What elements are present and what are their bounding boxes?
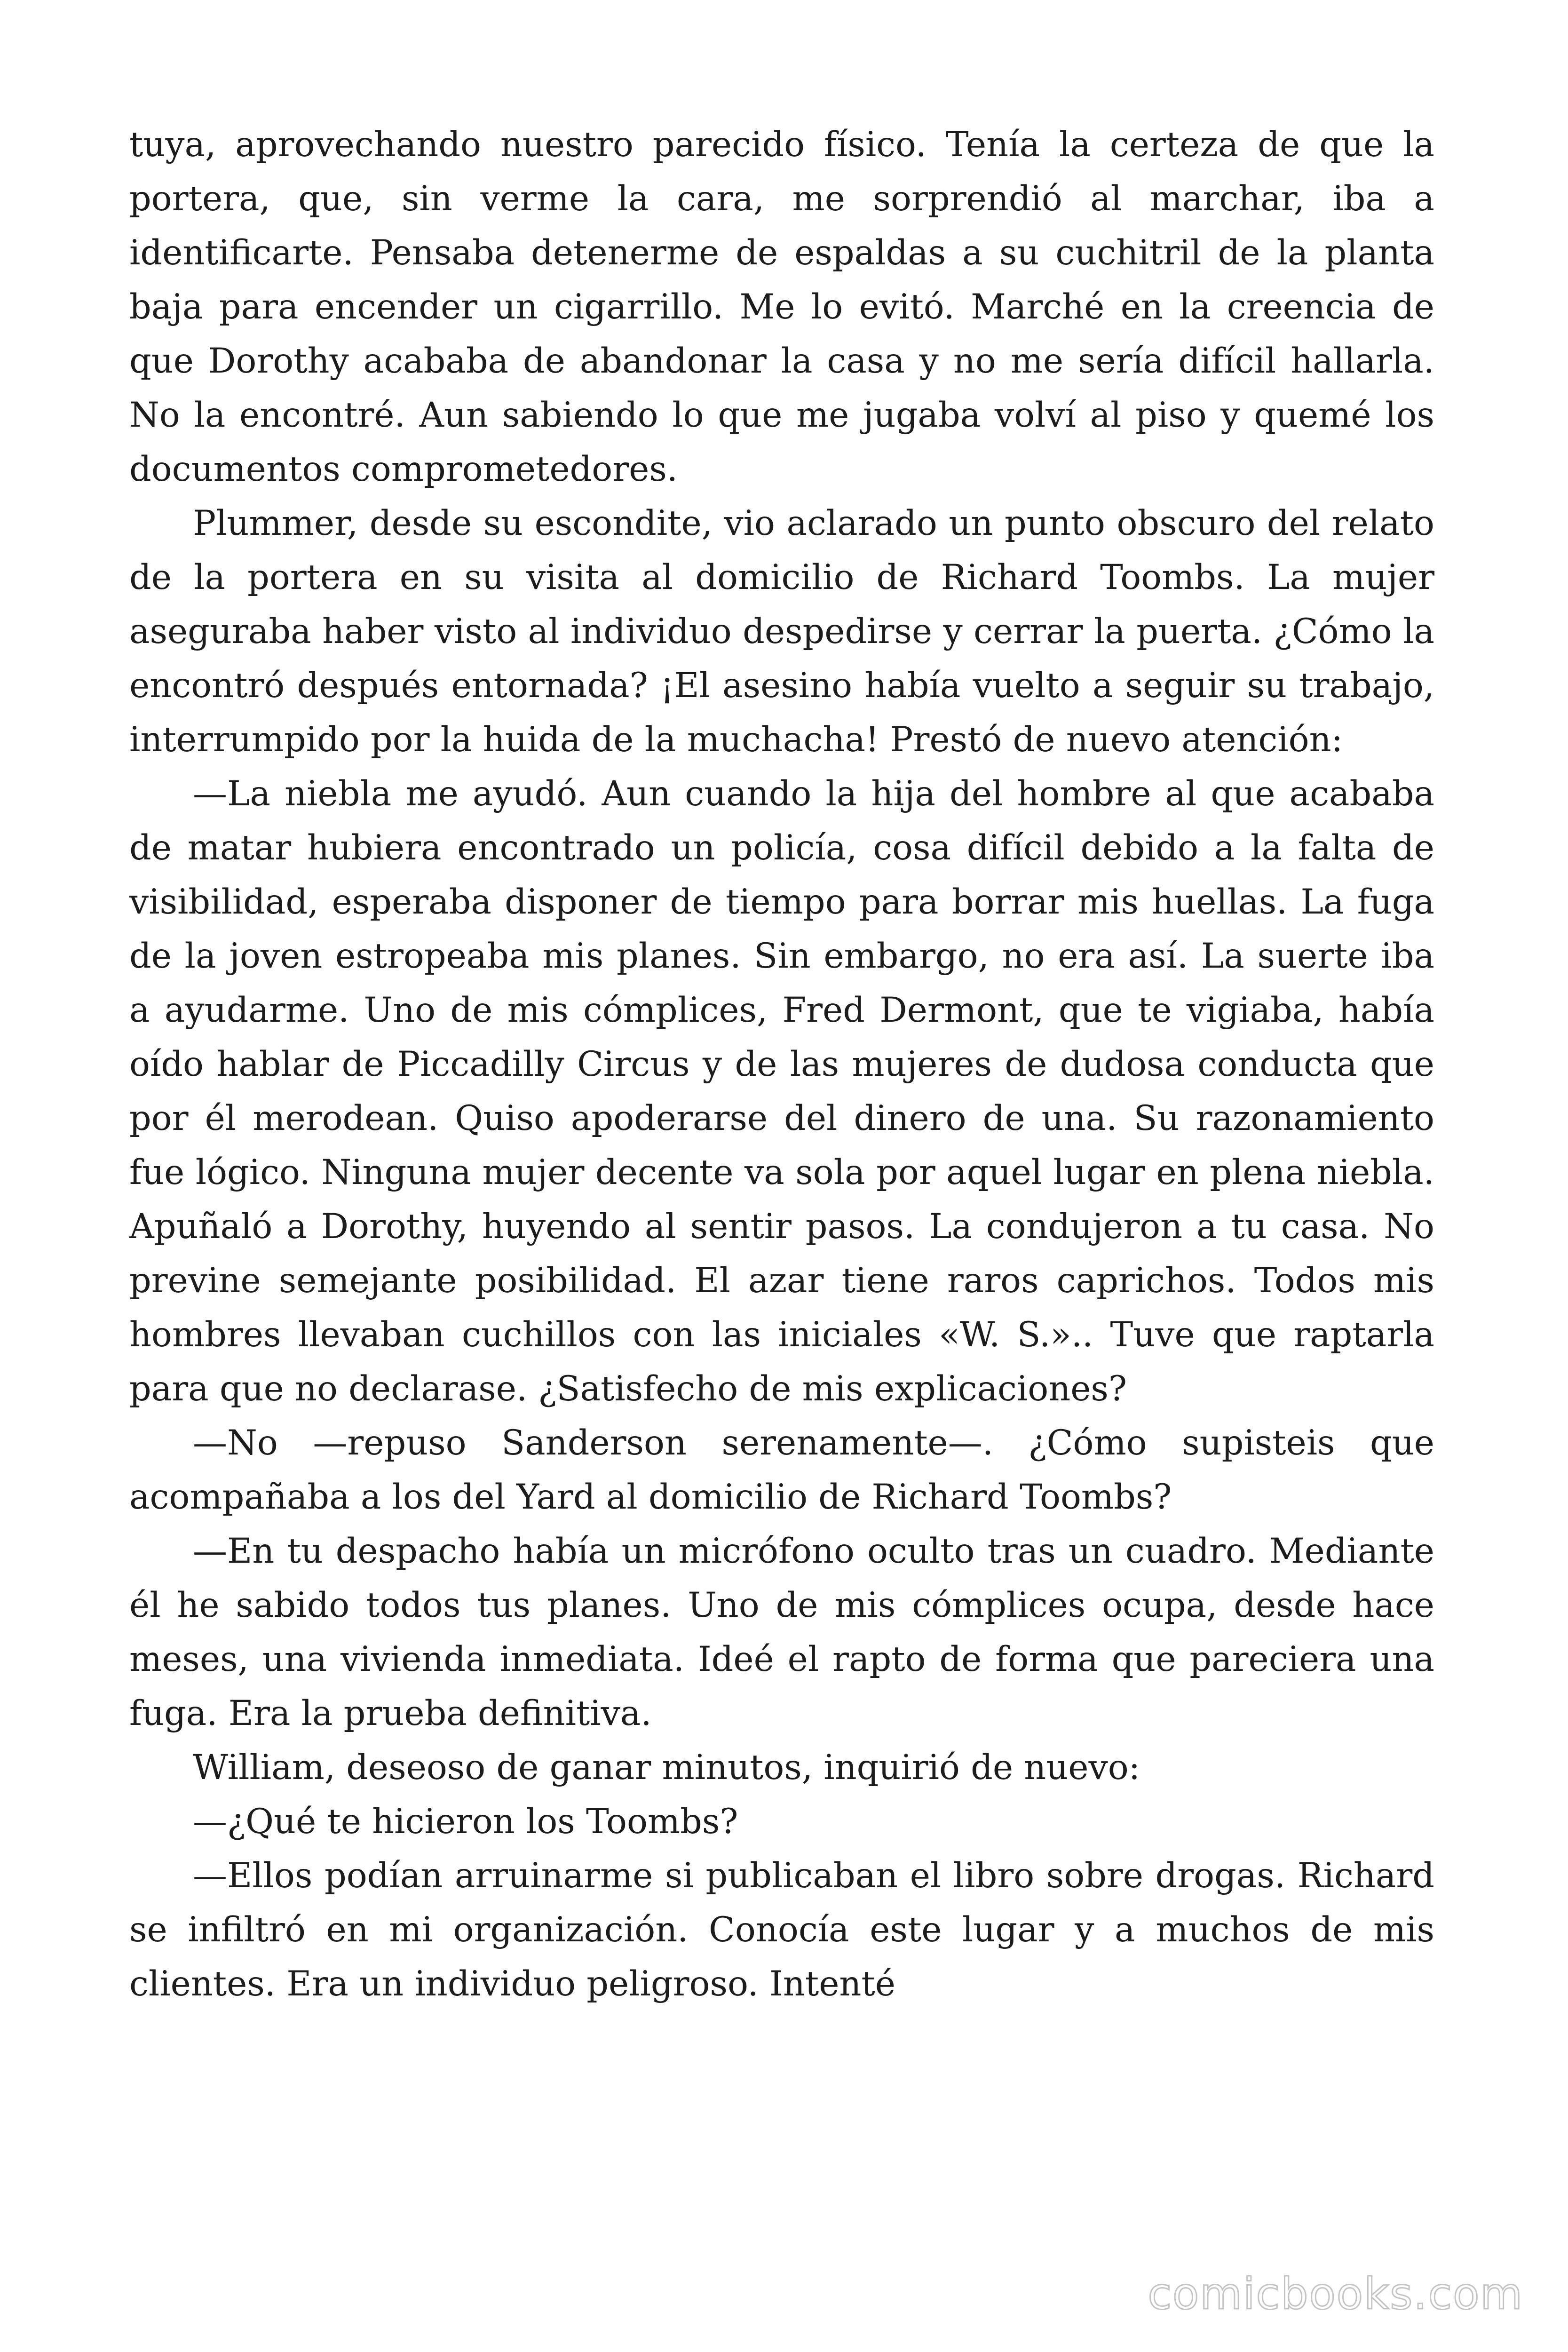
paragraph-5: —En tu despacho había un micrófono oculto tras un cuadro. Mediante él he sabido todos tus planes. Uno de mis cómplices ocupa, desde hace meses, una vivienda inmediata. Ideé el rapto de forma que pareciera una fuga. Era la prueba definitiva. (129, 1531, 1434, 1733)
paragraph-2: Plummer, desde su escondite, vio aclarado un punto obscuro del relato de la portera en su visita al domicilio de Richard Toombs. La mujer aseguraba haber visto al individuo despedirse y cerrar la puerta. ¿Cómo la encontró después entornada? ¡El asesino había vuelto a seguir su trabajo, interrumpido por la huida de la muchacha! Prestó de nuevo atención: (129, 503, 1434, 760)
paragraph-7: —¿Qué te hicieron los Toombs? (193, 1802, 738, 1842)
paragraph-3: —La niebla me ayudó. Aun cuando la hija del hombre al que acababa de matar hubiera encontrado un policía, cosa difícil debido a la falta de visibilidad, esperaba disponer de tiempo para borrar mis huellas. La fuga de la joven estropeaba mis planes. Sin embargo, no era así. La suerte iba a ayudarme. Uno de mis cómplices, Fred Dermont, que te vigiaba, había oído hablar de Piccadilly Circus y de las mujeres de dudosa conducta que por él merodean. Quiso apoderarse del dinero de una. Su razonamiento fue lógico. Ninguna mujer decente va sola por aquel lugar en plena niebla. Apuñaló a Dorothy, huyendo al sentir pasos. La condujeron a tu casa. No previne semejante posibilidad. El azar tiene raros caprichos. Todos mis hombres llevaban cuchillos con las iniciales «W. S.».. Tuve que raptarla para que no declarase. ¿Satisfecho de mis explicaciones? (129, 774, 1434, 1409)
book-page-text (129, 118, 1434, 2011)
paragraph-1: tuya, aprovechando nuestro parecido físico. Tenía la certeza de que la portera, que, sin verme la cara, me sorprendió al marchar, iba a identificarte. Pensaba detenerme de espaldas a su cuchitril de la planta baja para encender un cigarrillo. Me lo evitó. Marché en la creencia de que Dorothy acababa de abandonar la casa y no me sería difícil hallarla. No la encontré. Aun sabiendo lo que me jugaba volví al piso y quemé los documentos comprometedores. (129, 125, 1434, 489)
paragraph-6: William, deseoso de ganar minutos, inquirió de nuevo: (193, 1748, 1140, 1788)
paragraph-4: —No —repuso Sanderson serenamente—. ¿Cómo supisteis que acompañaba a los del Yard al domicilio de Richard Toombs? (129, 1423, 1434, 1517)
paragraph-8: —Ellos podían arruinarme si publicaban el libro sobre drogas. Richard se infiltró en mi organización. Conocía este lugar y a muchos de mis clientes. Era un individuo peligroso. Intenté (129, 1856, 1434, 2004)
watermark: comicbooks.com (1148, 2269, 1523, 2319)
